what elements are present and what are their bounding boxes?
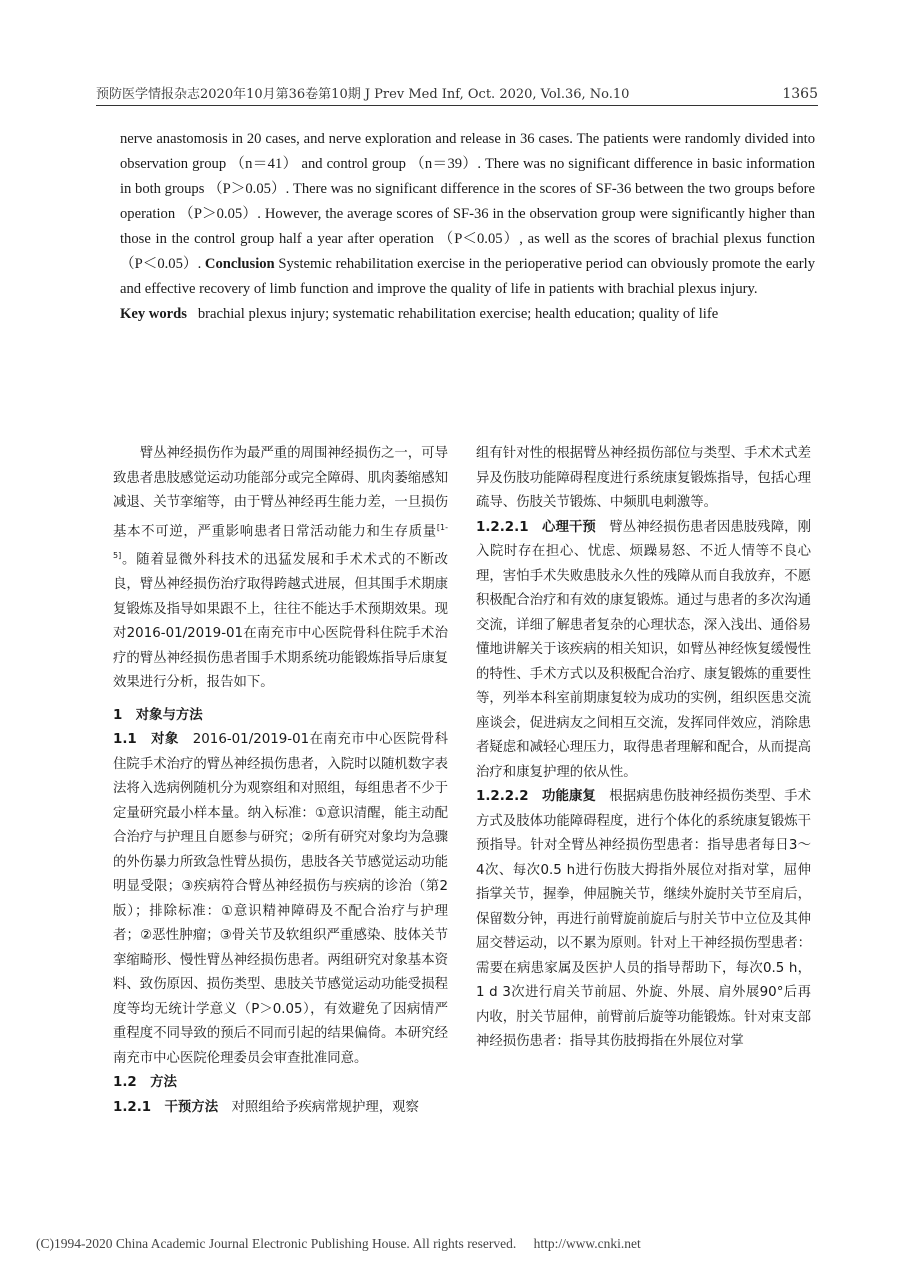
function-text: 根据病患伤肢神经损伤类型、手术方式及肢体功能障碍程度，进行个体化的系统康复锻炼干预指导。针对全臂丛神经损伤型患者：指导患者每日3～4次、每次0.5 h进行伤肢大拇指外展位对指对掌，屈伸指掌关节，握拳，伸屈腕关节，继续外旋肘关节至肩后，保留数分钟，再进行前臂旋前旋后与肘关节中立位及其伸屈交替运动，以不累为原则。针对上干神经损伤型患者：需要在病患家属及医护人员的指导帮助下，每次0.5 h，1 d 3次进行肩关节前屈、外旋、外展、肩外展90°后再内收，肘关节屈伸，前臂前后旋等功能锻炼。针对束支部神经损伤患者：指导其伤肢拇指在外展位对掌 bbox=[476, 789, 811, 1049]
english-abstract bbox=[120, 127, 815, 327]
right-column bbox=[476, 442, 811, 1055]
intervention-paragraph bbox=[113, 1096, 448, 1121]
copyright-text: (C)1994-2020 China Academic Journal Electronic Publishing House. All rights reserved. bbox=[36, 1236, 517, 1251]
citation-ref: [1-5] bbox=[113, 522, 448, 561]
keywords-text: brachial plexus injury; systematic rehabilitation exercise; health education; quality of life bbox=[197, 306, 719, 322]
intervention-text: 对照组给予疾病常规护理，观察 bbox=[218, 1099, 419, 1115]
function-paragraph bbox=[476, 785, 811, 1055]
abstract-paragraph bbox=[120, 127, 815, 302]
psych-paragraph bbox=[476, 516, 811, 786]
continued-paragraph: 组有针对性的根据臂丛神经损伤部位与类型、手术术式差异及伤肢功能障碍程度进行系统康复锻炼指导，包括心理疏导、伤肢关节锻炼、中频肌电刺激等。 bbox=[476, 446, 811, 510]
journal-citation: 预防医学情报杂志2020年10月第36卷第10期 J Prev Med Inf, Oct. 2020, Vol.36, No.10 bbox=[96, 87, 630, 102]
footer-url[interactable]: http://www.cnki.net bbox=[533, 1236, 641, 1251]
subjects-paragraph bbox=[113, 728, 448, 1071]
keywords-line bbox=[120, 302, 815, 327]
intro-paragraph bbox=[113, 442, 448, 696]
section-heading: 1 对象与方法 bbox=[113, 707, 203, 723]
psych-text: 臂丛神经损伤患者因患肢残障，刚入院时存在担心、忧虑、烦躁易怒、不近人情等不良心理，害怕手术失败患肢永久性的残障从而自我放弃，不愿积极配合治疗和有效的康复锻炼。通过与患者的多次沟通交流，详细了解患者复杂的心理状态，深入浅出、通俗易懂地讲解关于该疾病的相关知识，如臂丛神经恢复缓慢性的特性、手术方式以及积极配合治疗、康复锻炼的重要性等，列举本科室前期康复较为成功的实例，组织医患交流座谈会，促进病友之间相互交流，发挥同伴效应，消除患者疑虑和减轻心理压力，取得患者理解和配合，从而提高治疗和康复护理的依从性。 bbox=[476, 519, 811, 780]
function-label: 1.2.2.2 功能康复 bbox=[476, 789, 596, 804]
conclusion-label: Conclusion bbox=[204, 256, 275, 272]
subsubsection-label: 1.2.1 干预方法 bbox=[113, 1099, 219, 1115]
keywords-label: Key words bbox=[120, 306, 187, 322]
intro-text-b: 。随着显微外科技术的迅猛发展和手术术式的不断改良，臂丛神经损伤治疗取得跨越式进展，但其围手术期康复锻炼及指导如果跟不上，往往不能达手术预期效果。现对2016-01/2019-01在南充市中心医院骨科住院手术治疗的臂丛神经损伤患者围手术期系统功能锻炼指导后康复效果进行分析，报告如下。 bbox=[113, 552, 448, 691]
subsection-label: 1.1 对象 bbox=[113, 732, 179, 748]
conclusion-text: Systemic rehabilitation exercise in the perioperative period can obviously promote the early and effective recovery of limb function and improve the quality of life in patients with brachial plexus injury. bbox=[120, 256, 815, 297]
left-column bbox=[113, 442, 448, 1120]
page-number: 1365 bbox=[782, 86, 818, 102]
page-footer bbox=[36, 1236, 886, 1252]
abstract-results-text: nerve anastomosis in 20 cases, and nerve exploration and release in 36 cases. The patients were randomly divided into observation group （n＝41） and control group （n＝39）. There was no significant difference in basic information in both groups （P＞0.05）. There was no significant difference in the scores of SF-36 between the two groups before operation （P＞0.05）. However, the average scores of SF-36 in the observation group were significantly higher than those in the control group half a year after operation （P＜0.05）, as well as the scores of brachial plexus function （P＜0.05）. bbox=[120, 131, 815, 272]
header-rule bbox=[96, 105, 818, 106]
subjects-text: 2016-01/2019-01在南充市中心医院骨科住院手术治疗的臂丛神经损伤患者，入院时以随机数字表法将入选病例随机分为观察组和对照组，每组患者不少于定量研究最小样本量。纳入标准：①意识清醒，能主动配合治疗与护理且自愿参与研究；②所有研究对象均为急骤的外伤暴力所致急性臂丛损伤，患肢各关节感觉运动功能明显受限；③疾病符合臂丛神经损伤与疾病的诊治（第2版）；排除标准：①意识精神障碍及不配合治疗与护理者；②恶性肿瘤；③骨关节及软组织严重感染、肢体关节挛缩畸形、慢性臂丛神经损伤患者。两组研究对象基本资料、致伤原因、损伤类型、患肢关节感觉运动功能受损程度等均无统计学意义（P＞0.05），有效避免了因病情严重程度不同导致的预后不同而引起的结果偏倚。本研究经南充市中心医院伦理委员会审查批准同意。 bbox=[113, 732, 448, 1066]
psych-label: 1.2.2.1 心理干预 bbox=[476, 519, 596, 535]
running-header bbox=[96, 84, 818, 106]
subsection-heading: 1.2 方法 bbox=[113, 1075, 177, 1091]
intro-text-a: 臂丛神经损伤作为最严重的周围神经损伤之一，可导致患者患肢感觉运动功能部分或完全障碍、肌肉萎缩感知减退、关节挛缩等，由于臂丛神经再生能力差，一旦损伤基本不可逆，严重影响患者日常活动能力和生存质量 bbox=[113, 446, 448, 539]
